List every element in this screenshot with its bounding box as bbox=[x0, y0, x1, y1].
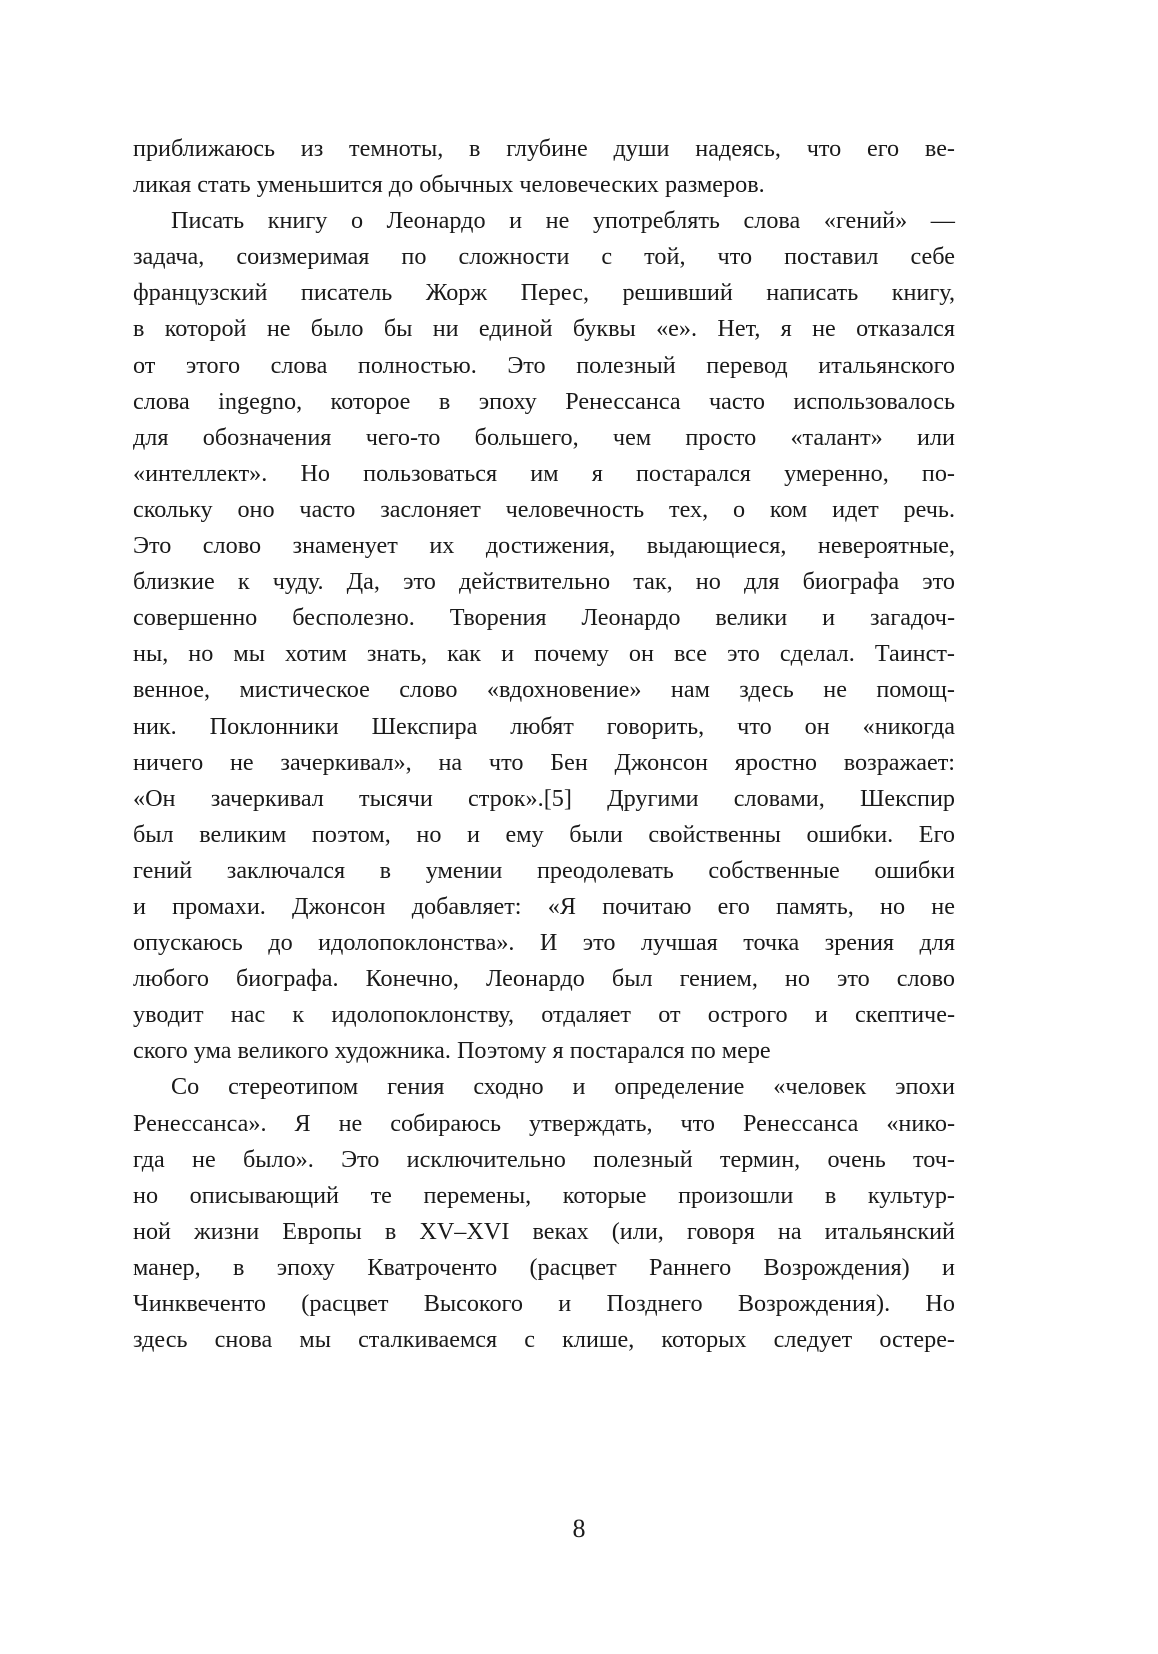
text-line: опускаюсь до идолопоклонства». И это лучшая точка зрения для bbox=[133, 929, 955, 957]
text-line: «интеллект». Но пользоваться им я постарался умеренно, по- bbox=[133, 459, 955, 487]
text-line: от этого слова полностью. Это полезный перевод итальянского bbox=[133, 351, 955, 379]
text-line: скольку оно часто заслоняет человечность тех, о ком идет речь. bbox=[133, 495, 955, 523]
text-line: гда не было». Это исключительно полезный термин, очень точ- bbox=[133, 1145, 955, 1173]
paragraph-3 bbox=[133, 1069, 955, 1358]
text-line: «Он зачеркивал тысячи строк».[5] Другими словами, Шекспир bbox=[133, 784, 955, 812]
text-line: был великим поэтом, но и ему были свойственны ошибки. Его bbox=[133, 820, 955, 848]
text-line: ского ума великого художника. Поэтому я постарался по мере bbox=[133, 1037, 771, 1065]
text-line: совершенно бесполезно. Творения Леонардо велики и загадоч- bbox=[133, 604, 955, 632]
text-line: гений заключался в умении преодолевать собственные ошибки bbox=[133, 856, 955, 884]
text-line: Это слово знаменует их достижения, выдающиеся, невероятные, bbox=[133, 532, 955, 560]
text-line: любого биографа. Конечно, Леонардо был гением, но это слово bbox=[133, 965, 955, 993]
text-line: ной жизни Европы в XV–XVI веках (или, говоря на итальянский bbox=[133, 1217, 955, 1245]
text-line: задача, соизмеримая по сложности с той, что поставил себе bbox=[133, 243, 955, 271]
text-line: манер, в эпоху Кватроченто (расцвет Раннего Возрождения) и bbox=[133, 1253, 955, 1281]
text-line: в которой не было бы ни единой буквы «е». Нет, я не отказался bbox=[133, 315, 955, 343]
text-line: здесь снова мы сталкиваемся с клише, которых следует остере- bbox=[133, 1326, 955, 1354]
text-line: близкие к чуду. Да, это действительно так, но для биографа это bbox=[133, 568, 955, 596]
text-line: приближаюсь из темноты, в глубине души надеясь, что его ве- bbox=[133, 135, 955, 162]
paragraph-2 bbox=[133, 203, 955, 1069]
text-line: ликая стать уменьшится до обычных человеческих размеров. bbox=[133, 171, 765, 199]
text-line: и промахи. Джонсон добавляет: «Я почитаю его память, но не bbox=[133, 892, 955, 920]
paragraph-1 bbox=[133, 131, 955, 203]
page-body bbox=[133, 131, 955, 1358]
text-line: ничего не зачеркивал», на что Бен Джонсон яростно возражает: bbox=[133, 748, 955, 776]
text-line: венное, мистическое слово «вдохновение» нам здесь не помощ- bbox=[133, 676, 955, 704]
text-line: уводит нас к идолопоклонству, отдаляет от острого и скептиче- bbox=[133, 1001, 955, 1029]
page-number: 8 bbox=[572, 1514, 586, 1543]
text-line: Ренессанса». Я не собираюсь утверждать, что Ренессанса «нико- bbox=[133, 1109, 955, 1137]
text-line: ник. Поклонники Шекспира любят говорить, что он «никогда bbox=[133, 712, 955, 740]
text-line: но описывающий те перемены, которые произошли в культур- bbox=[133, 1181, 955, 1209]
text-line: Писать книгу о Леонардо и не употреблять слова «гений» — bbox=[171, 207, 955, 235]
text-line: слова ingegno, которое в эпоху Ренессанса часто использовалось bbox=[133, 387, 955, 415]
text-line: для обозначения чего-то большего, чем просто «талант» или bbox=[133, 423, 955, 451]
text-line: ны, но мы хотим знать, как и почему он все это сделал. Таинст- bbox=[133, 640, 955, 668]
text-line: Чинквеченто (расцвет Высокого и Позднего Возрождения). Но bbox=[133, 1290, 955, 1317]
text-line: французский писатель Жорж Перес, решивший написать книгу, bbox=[133, 279, 955, 307]
text-line: Со стереотипом гения сходно и определение «человек эпохи bbox=[171, 1073, 955, 1101]
